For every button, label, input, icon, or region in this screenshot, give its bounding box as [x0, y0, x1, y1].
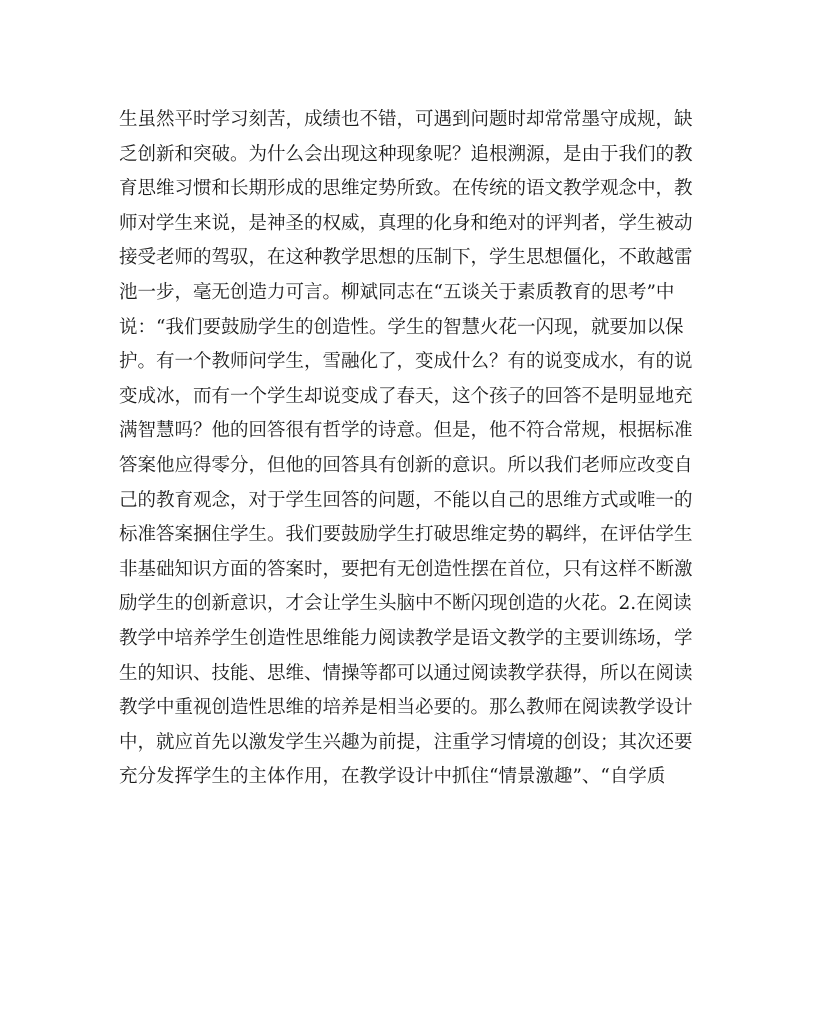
text-line: 教学中重视创造性思维的培养是相当必要的。那么教师在阅读教学设计 — [119, 697, 693, 719]
text-line: 乏创新和突破。为什么会出现这种现象呢？追根溯源，是由于我们的教 — [119, 143, 693, 165]
text-line: 护。有一个教师问学生，雪融化了，变成什么？有的说变成水，有的说 — [119, 351, 693, 373]
text-line: 中，就应首先以激发学生兴趣为前提，注重学习情境的创设；其次还要 — [119, 731, 693, 753]
text-line: 池一步，毫无创造力可言。柳斌同志在“五谈关于素质教育的思考”中 — [119, 281, 675, 303]
text-line: 励学生的创新意识，才会让学生头脑中不断闪现创造的火花。2.在阅读 — [119, 593, 692, 615]
text-line: 说：“我们要鼓励学生的创造性。学生的智慧火花一闪现，就要加以保 — [119, 316, 684, 338]
text-line: 满智慧吗？他的回答很有哲学的诗意。但是，他不符合常规，根据标准 — [119, 420, 693, 442]
text-line: 充分发挥学生的主体作用，在教学设计中抓住“情景激趣”、“自学质 — [119, 766, 666, 788]
text-line: 己的教育观念，对于学生回答的问题，不能以自己的思维方式或唯一的 — [119, 489, 693, 511]
text-line: 接受老师的驾驭，在这种教学思想的压制下，学生思想僵化，不敢越雷 — [119, 247, 693, 269]
text-line: 答案他应得零分，但他的回答具有创新的意识。所以我们老师应改变自 — [119, 454, 693, 476]
body-text — [119, 103, 699, 795]
text-line: 非基础知识方面的答案时，要把有无创造性摆在首位，只有这样不断激 — [119, 558, 693, 580]
text-line: 教学中培养学生创造性思维能力阅读教学是语文教学的主要训练场，学 — [119, 627, 693, 649]
text-line: 变成冰，而有一个学生却说变成了春天，这个孩子的回答不是明显地充 — [119, 385, 693, 407]
text-line: 生的知识、技能、思维、情操等都可以通过阅读教学获得，所以在阅读 — [119, 662, 693, 684]
text-line: 生虽然平时学习刻苦，成绩也不错，可遇到问题时却常常墨守成规，缺 — [119, 109, 693, 130]
text-line: 育思维习惯和长期形成的思维定势所致。在传统的语文教学观念中，教 — [119, 178, 693, 200]
text-line: 师对学生来说，是神圣的权威，真理的化身和绝对的评判者，学生被动 — [119, 212, 693, 234]
text-line: 标准答案捆住学生。我们要鼓励学生打破思维定势的羁绊，在评估学生 — [119, 524, 693, 546]
